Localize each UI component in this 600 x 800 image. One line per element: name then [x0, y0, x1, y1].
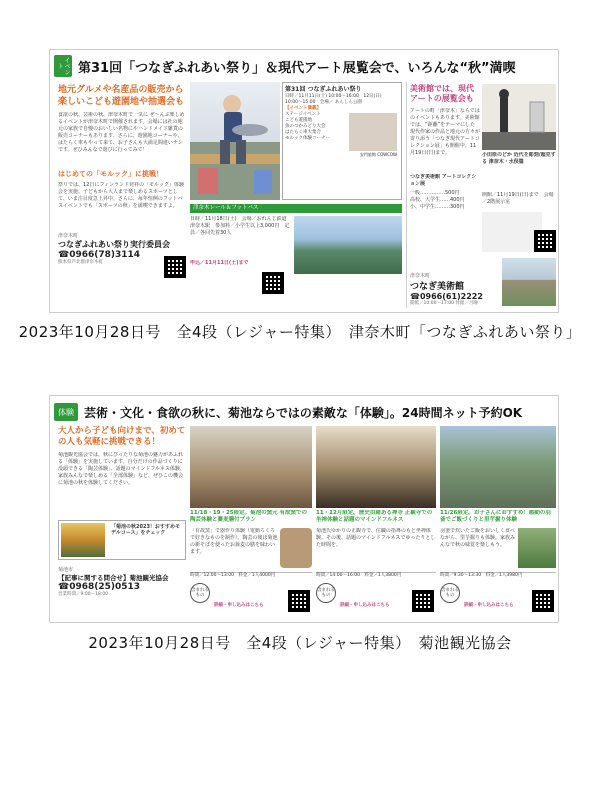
museum-info: 開館／11月19日(日)まで 会場／2階展示室	[482, 192, 554, 205]
ad1-lead: 地元グルメや名産品の販売から楽しいこども遊園地や抽選会も	[58, 85, 185, 107]
ad2-body: 菊池観光協会では、秋にぴったりな菊池の魅力があふれる「体験」を実施しています。自分だけの作品づくりに没頭できる「陶芸体験」、話題のマインドフルネス体験、家族みんなで楽しめる「全部体験」など、ぜひこの機会に菊池の秋を体験してください。	[58, 452, 185, 486]
museum-org-label: 津奈木町	[410, 273, 431, 279]
item2-date: 11・12月限定。	[316, 510, 359, 516]
ad2-org-label: 菊池市	[58, 567, 74, 573]
sculpture-illustration	[482, 84, 556, 150]
ad1-org-name: つなぎふれあい祭り実行委員会	[58, 240, 170, 249]
festival-photo	[190, 82, 280, 200]
guest-photo	[349, 113, 397, 151]
guest-name: COWCOW	[377, 152, 397, 157]
item1-detail-link[interactable]: 詳細・申し込みはこちら	[214, 603, 264, 608]
ad2-header	[54, 400, 554, 424]
ad2-organizer	[58, 566, 186, 598]
event-item: はたらく車大集合	[285, 130, 321, 135]
item3-info: 時間／9:30〜13:30 料金／1人3980円	[440, 573, 523, 578]
item2-info: 時間／14:00〜16:00 料金／1人3800円	[316, 573, 402, 578]
rice-cooking-photo	[440, 426, 556, 508]
item1-qr-code[interactable]	[288, 590, 310, 612]
item2-title: 歴史由緒ある禅寺 正観寺での坐禅体験と話題のマインドフルネス	[316, 510, 433, 523]
experience-tag: 体験	[54, 403, 78, 421]
fee-item: 一般……………500円	[410, 190, 460, 196]
reel-text: 日時／11月18日(土) 会場／おれんじ鉄道 津奈木駅 参加料／小学生以上3,000円 定員／各回先着30人	[190, 216, 290, 236]
kikuchi-tourism-ad	[49, 395, 559, 623]
ad1-org-label: 津奈木町	[58, 233, 79, 239]
molkky-heading: はじめての「モルック」に挑戦！	[58, 170, 163, 178]
autumn-photo	[61, 523, 105, 557]
harvest-photo	[518, 528, 556, 568]
artwork-photo	[482, 84, 556, 150]
ad2-org-tel: ☎0968(25)0513	[58, 582, 141, 592]
item3-detail-link[interactable]: 詳細・申し込みはこちら	[464, 603, 514, 608]
museum-organizer	[410, 272, 500, 307]
event-item: ステージイベント	[285, 112, 321, 117]
schedule-text: 日時／11月11日(土) 10:00〜16:00 12日(日) 10:00〜15:00 会場／ あんしん公園	[285, 94, 382, 105]
column-divider	[406, 82, 407, 308]
museum-heading: 美術館では、現代アートの展覧会も	[410, 84, 474, 103]
ad2-lead: 大人から子ども向けまで、初めての人も気軽に挑戦できる！	[58, 426, 186, 447]
museum-note	[482, 212, 542, 252]
museum-qr-code[interactable]	[534, 230, 556, 252]
item3-text: 羽釜で炊いたご飯をおいしく食べながら、里芋掘りも体験。家族みんなで秋の味覚を楽しもう。	[440, 528, 516, 548]
caption-ad2: 2023年10月28日号 全4段（レジャー特集） 菊池観光協会	[88, 634, 512, 652]
ad1-header	[54, 54, 554, 78]
event-tag: イベント	[56, 57, 70, 75]
ad1-org-meta: 熊本県芦北郡津奈木町	[58, 260, 103, 265]
item1-include-badge: 含まれるもの	[190, 583, 210, 603]
ad1-org-tel: ☎0966(78)3114	[58, 250, 141, 260]
zen-temple-photo	[316, 426, 436, 508]
item2-qr-code[interactable]	[412, 590, 434, 612]
fee-list	[410, 190, 480, 212]
item3-include-badge: 含まれるもの	[440, 583, 460, 603]
museum-exhibit: つなぎ美術館 アートコレクション展	[410, 174, 477, 187]
museum-org-meta: 開館／10:00〜17:00 休館／月曜	[410, 301, 478, 306]
guest-names	[360, 152, 397, 158]
item1-text: 「有故窯」で器作り体験（電動ろくろで好きなものを制作）。陶芸の後は菊池の新そばを使ったお蕎麦の膳を味わいます。	[190, 528, 278, 555]
museum-org-tel: ☎0966(61)2222	[410, 292, 483, 301]
promo-box	[58, 520, 186, 560]
museum-building-photo	[502, 258, 556, 306]
pottery-photo	[190, 426, 312, 508]
ad2-org-contact: 【記事に関する問合せ】菊池観光協会	[58, 574, 169, 582]
item3-qr-code[interactable]	[532, 590, 554, 612]
item1-title: 菊池の窯元 有故窯での陶芸体験と蕎麦膳付プラン	[190, 510, 308, 523]
item1-date: 11/18・19・25限定。	[190, 510, 251, 516]
item1-info: 時間／12:00〜13:00 料金／1人4000円	[190, 573, 276, 578]
ad2-title: 芸術・文化・食欲の秋に、菊池ならではの素敵な「体験」。24時間ネット予約OK	[84, 405, 523, 420]
item1-heading	[190, 510, 312, 526]
fee-item: 小、中学生………300円	[410, 204, 465, 210]
events-title: 【イベント満載】	[285, 106, 321, 111]
reel-title: 津奈木レール＆フットバス	[190, 204, 402, 213]
reel-deadline: 申込／11月11日(土)まで	[190, 260, 249, 266]
museum-text: アートの町「津奈木」ならではのイベントもあります。美術館では、“距離”をテーマにした現代作家の作品と地元の方々が寄り添う「つなぎ現代アートコレクション展」も開催中。11月19日(日)まで。	[410, 108, 480, 156]
fee-item: 高校、大学生……400円	[410, 197, 465, 203]
guest-name: 安門旅館	[359, 152, 376, 157]
event-item: モルック体験コーナー	[285, 136, 330, 141]
schedule-title: 第31回 つなぎふれあい祭り	[285, 86, 362, 93]
schedule-box	[282, 82, 402, 200]
caption-ad1: 2023年10月28日号 全4段（レジャー特集） 津奈木町「つなぎふれあい祭り」	[18, 323, 582, 341]
item3-heading	[440, 510, 556, 526]
item2-heading	[316, 510, 436, 526]
ad1-body2: 祭りでは、12日にフィンランド発祥の「モルック」体験会を実施。子どもから大人まで楽しめるスポーツとして、いま注目度急上昇中。さらに、毎年恒例のフットバスイベントでも「スポーツの秋」を満喫できますよ。	[58, 182, 184, 209]
reel-qr-code[interactable]	[262, 272, 284, 294]
item3-title: お子さんにおすすめ！感動の羽釜でご飯づくりと里芋掘り体験	[440, 510, 551, 523]
ad1-qr-code[interactable]	[164, 256, 186, 278]
item2-detail-link[interactable]: 詳細・申し込みはこちら	[340, 603, 390, 608]
tsunagi-festival-ad	[49, 49, 559, 313]
artwork-title: 小田原のどか 近代を彫刻/超克する 津奈木・水俣篇	[482, 152, 556, 165]
promo-title: 「菊池の秋2023！おすすめモデルコース」をチェック	[111, 524, 180, 536]
child-with-fish-illustration	[190, 82, 280, 200]
pottery-bowl-photo	[280, 528, 312, 568]
item2-include-badge: 含まれるもの	[316, 583, 336, 603]
ad1-title: 第31回「つなぎふれあい祭り」＆現代アート展覧会で、いろんな“秋”満喫	[78, 60, 516, 76]
coast-railway-photo	[294, 216, 402, 274]
item2-text: 菊池氏ゆかりの正観寺で、住職の指導のもと坐禅体験。その後、話題のマインドフルネスでゆったりとした時間を。	[316, 528, 436, 548]
event-item: 魚のつかみどり大会	[285, 124, 326, 129]
museum-org-name: つなぎ美術館	[410, 282, 465, 292]
event-item: こども遊園地	[285, 118, 312, 123]
ad1-body: 食欲の秋、芸術の秋、津奈木町で一気に ぜ〜んぶ楽しめるイベントが津奈木町で開催されます。会場には社の地元の家族で自慢のおいしい名物にやハンドメイド雑貨の販売コーナーもあります。さらに、遊園地コーナーや、はたらく車もやって来て、お子さんも大満足間違いナシです。ぜひみんなで遊びに行ってみて！	[58, 112, 185, 153]
ad2-org-meta: 営業時間／9:00〜18:00	[58, 592, 109, 597]
item3-date: 11/26限定。	[440, 510, 474, 516]
